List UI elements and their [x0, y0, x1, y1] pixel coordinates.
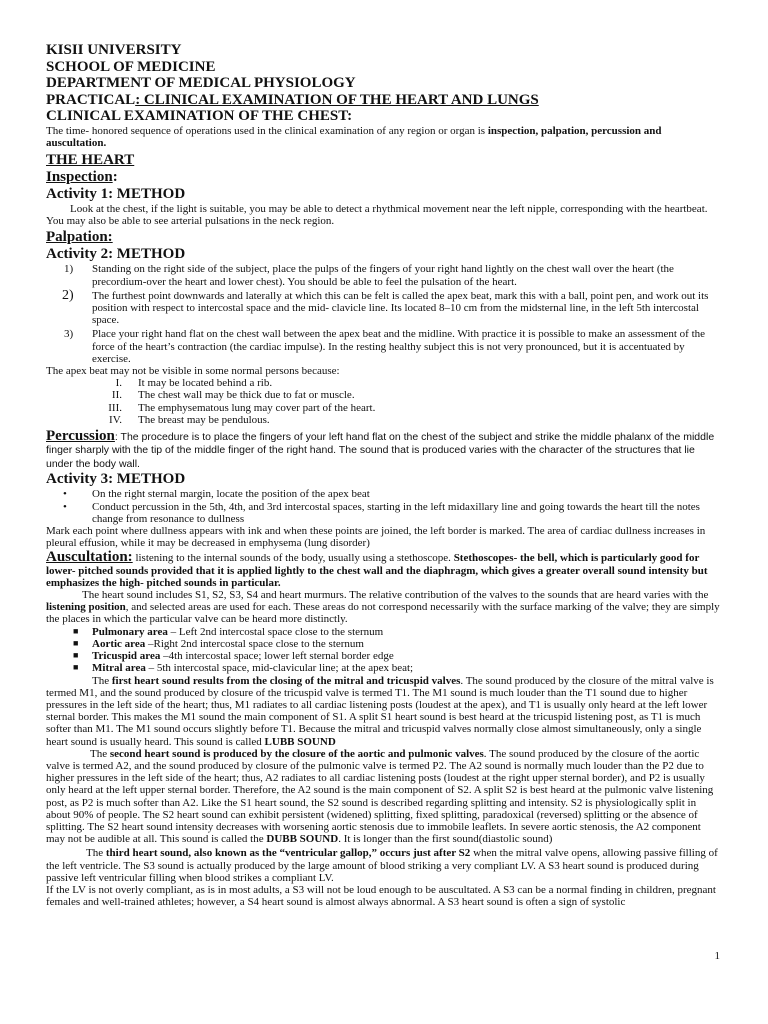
heart-heading: THE HEART: [46, 151, 135, 168]
list-item: 1) Standing on the right side of the subject, place the pulps of the fingers of your right hand lightly on the chest wall over the heart (the precordium-over the heart and lower chest). You should be able to feel the pulsation of the heart.: [64, 263, 674, 288]
list-item: I. It may be located behind a rib.: [115, 377, 273, 390]
percussion-heading: Percussion: [46, 427, 115, 444]
percussion-paragraph: Percussion: The procedure is to place the fingers of your left hand flat on the chest of the subject and strike the middle phalanx of the middle finger sharply with the tip of the middle finger of the right hand. The sound that is produced varies with the character of the structures that lie under the body wall.: [46, 427, 715, 470]
activity-1-heading: Activity 1: METHOD: [46, 185, 186, 202]
second-heart-sound-paragraph: The second heart sound is produced by the closure of the aortic and pulmonic valves. The sound produced by the closure of the aortic valve is termed A2, and the sound produced by closure of the pulmonic valve is termed P2. The A2 sound is normally much louder than the P2 due to higher pressures in the left side of the heart; thus, A2 radiates to all cardiac listening posts (loudest at the right upper sternal border), and P2 is usually only heard at the left upper sternal border. Therefore, the A2 sound is the main component of S2. A split S2 is best heard at the pulmonic valve listening post, as P2 is much softer than A2. Like the S1 heart sound, the S2 sound is described regarding splitting and intensity. S2 is physiologically split in about 90% of people. The S2 heart sound can exhibit persistent (widened) splitting, fixed splitting, paradoxical (reversed) splitting or the absence of splitting. The S2 heart sound intensity decreases with worsening aortic stenosis due to immobile leaflets. In severe aortic stenosis, the A2 component may not be audible at all. This sound is called the DUBB SOUND. It is longer than the first sound(diastolic sound): [46, 747, 714, 846]
heart-sounds-paragraph: The heart sound includes S1, S2, S3, S4 and heart murmurs. The relative contribution of the valves to the sounds that are heard varies with the listening position, and selected areas are used for each. These areas do not correspond necessarily with the surface marking of the valve; they are simply the places in which the particular valve can be heard more distinctly.: [46, 589, 720, 626]
first-heart-sound-paragraph: The first heart sound results from the closing of the mitral and tricuspid valves. The sound produced by the closure of the mitral valve is termed M1, and the sound produced by closure of the tricuspid valve is termed T1. The M1 sound is much louder than the T1 sound due to higher pressures in the left side of the heart; thus, M1 radiates to all cardiac listening posts (loudest at the apex), and T1 is usually only heard at the left lower sternal border. This makes the M1 sound the main component of S1. A split S1 heart sound is best heard at the tricuspid listening post, as T1 is much softer than M1. The M1 sound occurs slightly before T1. Because the mitral and tricuspid valves normally close almost simultaneously, only a single heart sound is usually heard. This sound is called LUBB SOUND: [46, 674, 714, 748]
list-item: IV. The breast may be pendulous.: [109, 413, 270, 426]
list-item: ■ Aortic area –Right 2nd intercostal space close to the sternum: [73, 637, 364, 650]
palpation-steps: [46, 263, 722, 365]
lv-compliance-paragraph: If the LV is not overly compliant, as is in most adults, a S3 will not be loud enough to be auscultated. A S3 can be a normal finding in children, pregnant females and well-trained athletes; however, a S4 heart sound is almost always abnormal. A S3 heart sound is often a sign of systolic: [46, 883, 716, 909]
list-item: ■ Mitral area – 5th intercostal space, mid-clavicular line; at the apex beat;: [73, 662, 414, 675]
school-name: SCHOOL OF MEDICINE: [46, 58, 216, 75]
list-item: III. The emphysematous lung may cover part of the heart.: [108, 401, 376, 414]
chest-exam-title: CLINICAL EXAMINATION OF THE CHEST:: [46, 108, 353, 124]
practical-title: [46, 92, 722, 109]
dullness-paragraph: Mark each point where dullness appears with ink and when these points are joined, the left border is marked. The area of cardiac dullness increases in pleural effusion, while it may be decreased in emphysema (lung disorder): [46, 525, 706, 550]
auscultation-heading: Auscultation:: [46, 549, 133, 566]
list-item: ■ Tricuspid area –4th intercostal space; lower left sternal border edge: [73, 650, 394, 663]
percussion-steps: [46, 488, 722, 525]
page-number: 1: [714, 950, 720, 962]
listening-areas: [46, 626, 722, 675]
list-item: 3) Place your right hand flat on the chest wall between the apex beat and the midline. With practice it is possible to make an assessment of the force of the heart’s contraction (the cardiac impulse). In the resting healthy subject this is not very pronounced, but it is accentuated by exercise.: [64, 328, 706, 365]
intro-paragraph: The time- honored sequence of operations used in the clinical examination of any region or organ is inspection, palpation, percussion and auscultation.: [46, 124, 662, 149]
auscultation-paragraph: Auscultation: listening to the internal sounds of the body, usually using a stethoscope. Stethoscopes- the bell, which is particularly good for lower- pitched sounds provided that it is applied lightly to the chest wall and the diaphragm, which gives a greater overall sound intensity but emphasizes the high- pitched sounds in particular.: [46, 549, 708, 589]
third-heart-sound-paragraph: The third heart sound, also known as the “ventricular gallop,” occurs just after S2 when the mitral valve opens, allowing passive filling of the left ventricle. The S3 sound is actually produced by the large amount of blood striking a very compliant LV. A S3 heart sound is produced during passive left ventricular filling when blood strikes a compliant LV.: [46, 847, 718, 884]
practical-name: : CLINICAL EXAMINATION OF THE HEART AND LUNGS: [135, 91, 539, 108]
list-item: ■ Pulmonary area – Left 2nd intercostal space close to the sternum: [73, 625, 384, 638]
list-item: II. The chest wall may be thick due to fat or muscle.: [111, 389, 355, 402]
university-name: KISII UNIVERSITY: [46, 42, 182, 58]
department-name: DEPARTMENT OF MEDICAL PHYSIOLOGY: [46, 75, 356, 91]
inspection-text: Look at the chest, if the light is suitable, you may be able to detect a rhythmical movement near the left nipple, corresponding with the heartbeat. You may also be able to see arterial pulsations in the neck region.: [46, 202, 708, 228]
document-page: [46, 42, 722, 908]
apex-reasons: [46, 377, 722, 426]
list-item: • Conduct percussion in the 5th, 4th, and 3rd intercostal spaces, starting in the left midaxillary line and going towards the heart till the notes change from resonance to dullness: [63, 500, 700, 525]
apex-intro: The apex beat may not be visible in some normal persons because:: [46, 364, 340, 377]
practical-prefix: PRACTICAL: [46, 91, 136, 108]
list-item: • On the right sternal margin, locate the position of the apex beat: [63, 488, 370, 501]
list-item: 2) The furthest point downwards and laterally at which this can be felt is called the apex beat, mark this with a ball, point pen, and work out its position with respect to intercostal space and the mid- clavicle line. Its located 8–10 cm from the midsternal line, in the left 5th intercostal space.: [62, 287, 709, 327]
inspection-heading: Inspection:: [46, 168, 118, 185]
activity-3-heading: Activity 3: METHOD: [46, 471, 186, 488]
activity-2-heading: Activity 2: METHOD: [46, 246, 186, 263]
palpation-heading: Palpation:: [46, 229, 113, 246]
